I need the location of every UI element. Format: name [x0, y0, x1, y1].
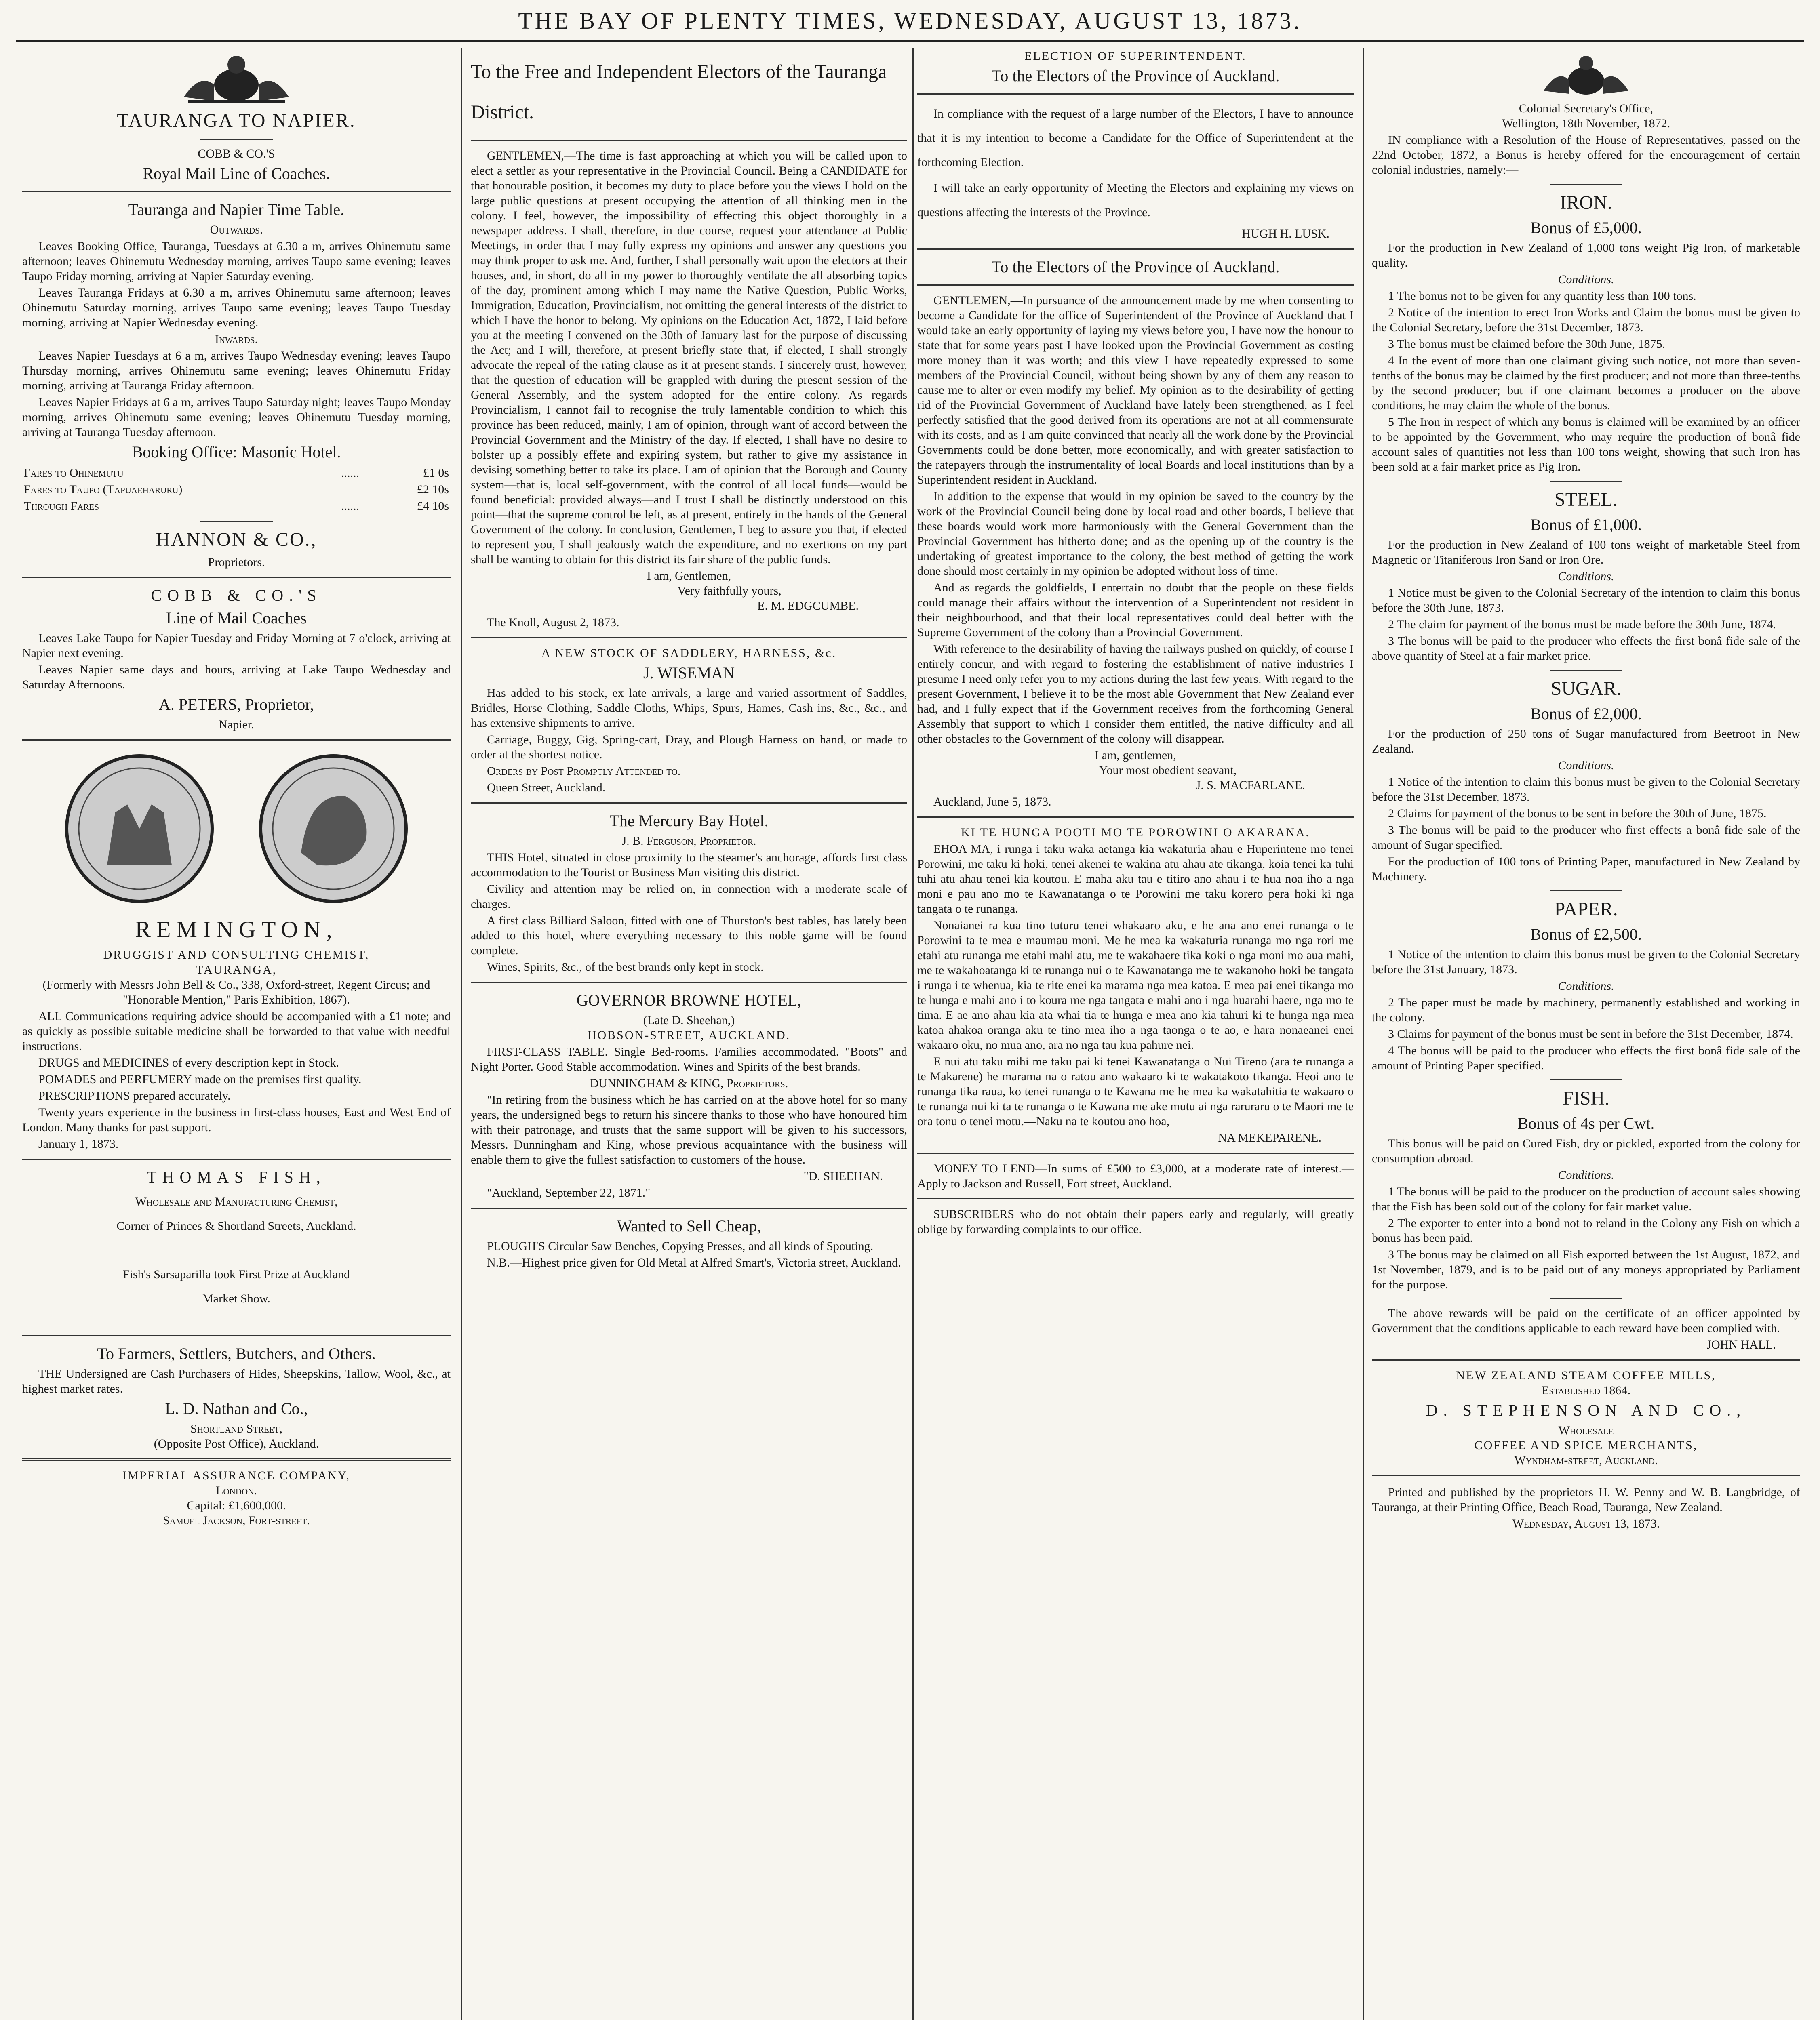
divider	[471, 982, 907, 983]
fare-row	[22, 498, 451, 514]
fare-label: Fares to Ohinemutu	[24, 466, 124, 480]
column-3	[917, 48, 1354, 2020]
fish-address: Corner of Princes & Shortland Streets, Auckland.	[116, 1219, 356, 1233]
wanted-title: Wanted to Sell Cheap,	[617, 1217, 761, 1235]
sugar-condition: 2 Claims for payment of the bonus to be sent in before the 30th of June, 1875.	[1388, 807, 1767, 820]
mercury-title: The Mercury Bay Hotel.	[609, 812, 769, 830]
lusk-text: In compliance with the request of a large number of the Electors, I have to announce that it is my intention to become a Candidate for the Office of Superintendent at the forthcoming Election.	[917, 107, 1354, 169]
remington-formerly: (Formerly with Messrs John Bell & Co., 338, Oxford-street, Regent Circus; and "Honorable Mention," Paris Exhibition, 1867).	[42, 978, 430, 1006]
imperial-agent: Samuel Jackson, Fort-street.	[163, 1514, 310, 1527]
fish-trade: Wholesale and Manufacturing Chemist,	[135, 1195, 338, 1208]
iron-conditions-heading: Conditions.	[1558, 273, 1614, 286]
royal-crest-icon	[176, 53, 297, 105]
fare-amount: £2 10s	[417, 483, 449, 496]
money-text: MONEY TO LEND—In sums of £500 to £3,000, at a moderate rate of interest.—Apply to Jackson and Russell, Fort street, Auckland.	[917, 1162, 1354, 1190]
imperial-title: IMPERIAL ASSURANCE COMPANY,	[122, 1469, 351, 1482]
fare-dots: ......	[341, 466, 360, 480]
macfarlane-text: In addition to the expense that would in my opinion be saved to the country by the work of the Provincial Council being done by local road and other boards, I believe that these boards would work more harmoniously with the General Government than the Provincial Government has hitherto done; and as the opening up of the country is the undertaking of greatest importance to the colony, the best method of getting the work done should most certainly in my opinion be adopted without loss of time.	[917, 490, 1354, 578]
outwards-text: Leaves Tauranga Fridays at 6.30 a m, arrives Ohinemutu same afternoon; leaves Ohinemutu Saturday morning, arrives Taupo same evening; leaves Taupo Tuesday morning, arriving at Napier Wednesday evening.	[22, 286, 451, 329]
paper-bonus: Bonus of £2,500.	[1530, 925, 1642, 943]
column-rule-1	[461, 48, 462, 2020]
remington-place: TAURANGA,	[196, 963, 277, 976]
farmers-title: To Farmers, Settlers, Butchers, and Others.	[97, 1345, 376, 1363]
lusk-title: To the Electors of the Province of Auckland.	[991, 67, 1280, 85]
inwards-text: Leaves Napier Fridays at 6 a m, arrives Taupo Saturday night; leaves Taupo Monday morning, arrives Ohinemutu same evening; leaves Ohinemutu Tuesday morning, arriving at Tauranga Tuesday afternoon.	[22, 396, 451, 439]
fish-condition: 3 The bonus may be claimed on all Fish exported between the 1st August, 1872, and 1st November, 1879, and is to be paid out of any moneys appropriated by Parliament for the purpose.	[1372, 1248, 1800, 1291]
fare-label: Through Fares	[24, 499, 99, 513]
divider	[1550, 1298, 1622, 1299]
fare-row	[22, 481, 451, 498]
wiseman-name: J. WISEMAN	[643, 664, 735, 682]
iron-condition: 4 In the event of more than one claimant giving such notice, not more than seven-tenths of the bonus may be claimed by the first producer; and not more than three-tenths by the second producer; but if one claimant becomes a producer on the above conditions, he may claim the whole of the bonus.	[1372, 354, 1800, 412]
fare-dots	[339, 481, 381, 498]
cobb2-text: Leaves Lake Taupo for Napier Tuesday and Friday Morning at 7 o'clock, arriving at Napier next evening.	[22, 631, 451, 660]
divider	[917, 1153, 1354, 1154]
hall-signature: JOHN HALL.	[1706, 1338, 1776, 1351]
divider	[1550, 184, 1622, 185]
governor-signature: "D. SHEEHAN.	[803, 1170, 883, 1183]
paper-condition: 2 The paper must be made by machinery, permanently established and working in the colony.	[1372, 996, 1800, 1024]
macfarlane-title: To the Electors of the Province of Auckland.	[991, 258, 1280, 276]
imprint-date: Wednesday, August 13, 1873.	[1512, 1517, 1660, 1530]
column-1	[22, 48, 451, 2020]
divider	[1550, 670, 1622, 671]
coffee-merchants: COFFEE AND SPICE MERCHANTS,	[1474, 1439, 1698, 1452]
divider	[471, 802, 907, 804]
sugar-conditions-heading: Conditions.	[1558, 759, 1614, 772]
divider	[917, 248, 1354, 250]
fare-row	[22, 465, 451, 481]
farmers-text: THE Undersigned are Cash Purchasers of Hides, Sheepskins, Tallow, Wool, &c., at highest market rates.	[22, 1367, 451, 1395]
steel-description: For the production in New Zealand of 100 tons weight of marketable Steel from Magnetic or Titaniferous Iron Sand or Iron Ore.	[1372, 538, 1800, 566]
governor-proprietors: DUNNINGHAM & KING, Proprietors.	[590, 1077, 788, 1090]
wanted-text: PLOUGH'S Circular Saw Benches, Copying Presses, and all kinds of Spouting.	[487, 1239, 874, 1253]
divider	[917, 284, 1354, 286]
coach-title: TAURANGA TO NAPIER.	[117, 110, 356, 131]
mercury-text: Wines, Spirits, &c., of the best brands only kept in stock.	[487, 960, 764, 974]
election-heading: ELECTION OF SUPERINTENDENT.	[1024, 49, 1247, 63]
fares-table	[22, 465, 451, 514]
masthead-rule	[16, 40, 1804, 42]
governor-title: GOVERNOR BROWNE HOTEL,	[576, 991, 802, 1009]
governor-street: HOBSON-STREET, AUCKLAND.	[587, 1029, 791, 1042]
wanted-text: N.B.—Highest price given for Old Metal at Alfred Smart's, Victoria street, Auckland.	[487, 1256, 901, 1269]
mercury-text: Civility and attention may be relied on, in connection with a moderate scale of charges.	[471, 882, 907, 911]
coffee-title: NEW ZEALAND STEAM COFFEE MILLS,	[1456, 1369, 1716, 1382]
column-rule-3	[1363, 48, 1364, 2020]
inwards-heading: Inwards.	[215, 332, 258, 346]
inwards-text: Leaves Napier Tuesdays at 6 a m, arrives Taupo Wednesday evening; leaves Taupo Thursday morning, arrives Ohinemutu same evening; leaves Ohinemutu Friday morning, arriving at Tauranga Friday afternoon.	[22, 349, 451, 392]
fish-bonus-title: FISH.	[1562, 1088, 1610, 1109]
fare-dots: ......	[341, 499, 360, 513]
peters-name: A. PETERS, Proprietor,	[159, 695, 314, 713]
governor-date: "Auckland, September 22, 1871."	[487, 1186, 651, 1199]
sugar-description: For the production of 250 tons of Sugar manufactured from Beetroot in New Zealand.	[1372, 727, 1800, 755]
fish-prize: Fish's Sarsaparilla took First Prize at Auckland	[122, 1268, 350, 1281]
fish-name: THOMAS FISH,	[147, 1168, 326, 1186]
remington-name: REMINGTON,	[135, 916, 338, 943]
iron-condition: 2 Notice of the intention to erect Iron Works and Claim the bonus must be given to the Colonial Secretary, before the 31st December, 1873.	[1372, 306, 1800, 334]
macfarlane-close: I am, gentlemen,	[1095, 749, 1176, 762]
divider	[471, 1208, 907, 1209]
paper-conditions-heading: Conditions.	[1558, 979, 1614, 993]
iron-description: For the production in New Zealand of 1,000 tons weight Pig Iron, of marketable quality.	[1372, 241, 1800, 269]
saddlery-text: Orders by Post Promptly Attended to.	[487, 764, 681, 778]
saddlery-text: Has added to his stock, ex late arrivals, a large and varied assortment of Saddles, Bridles, Horse Clothing, Saddle Cloths, Whips, Spurs, Hames, Cash ins, &c., &c., and has extensive shipments to arrive.	[471, 686, 907, 730]
divider	[22, 191, 451, 192]
mercury-text: A first class Billiard Saloon, fitted with one of Thurston's best tables, has lately been added to this hotel, where everything necessary to this noble game will be found complete.	[471, 914, 907, 957]
edgcumbe-text: GENTLEMEN,—The time is fast approaching at which you will be called upon to elect a settler as your representative in the Provincial Council. Being a CANDIDATE for that honourable position, it becomes my duty to place before you the views I hold on the large public questions at present occupying the attention of all thinking men in the colony. I feel, however, the impossibility of effecting this object thoroughly in a newspaper address. I shall, therefore, in due course, request your attendance at Public Meetings, in order that I may fully express my opinions and answer any questions you may think proper to ask me. And, further, I shall personally wait upon the electors at their houses, and, in short, do all in my power to thoroughly ventilate the all absorbing topics of the day, prominent among which I may name the Native Question, Public Works, Immigration, Education, Provincialism, not omitting the general interests of the district to which I have the honor to belong. My opinions on the Education Act, 1872, I laid before you at the meeting I convened on the 30th of January last for the purpose of discussing the Act; and I will, therefore, at present briefly state that, if elected, I shall strongly advocate the repeal of the rating clause as it at present stands. I sincerely trust, however, that the question of education will be grappled with during the present session of the General Assembly, and the system adopted for the entire colony. As regards Provincialism, I cannot fail to recognise the truly lamentable condition to which this province has been reduced, mainly, I am of opinion, through want of accord between the Provincial Government and the Ministry of the day. If elected, I shall have no desire to bolster up a possibly effete and expiring system, but rather to give my assistance in devising something better to take its place. I am of opinion that the Borough and County system—that is, local self-government, with the control of all local funds—would be found beneficial: provided always—and I trust I shall be distinctly understood on this point—that the supreme control be left, as at present, entirely in the hands of the General Government of the colony. In conclusion, Gentlemen, I beg to assure you that, if elected to represent you, I shall jealously watch the expenditure, and no exertions on my part shall be wanting to obtain for this district its fair share of the public funds.	[471, 149, 907, 566]
sugar-condition: For the production of 100 tons of Printing Paper, manufactured in New Zealand by Machinery.	[1372, 855, 1800, 883]
steel-condition: 1 Notice must be given to the Colonial Secretary of the intention to claim this bonus before the 30th June, 1873.	[1372, 586, 1800, 614]
steel-bonus: Bonus of £1,000.	[1530, 516, 1642, 534]
governor-text: FIRST-CLASS TABLE. Single Bed-rooms. Families accommodated. "Boots" and Night Porter. Good Stable accommodation. Wines and Spirits of the best brands.	[471, 1045, 907, 1073]
subscribers-text: SUBSCRIBERS who do not obtain their papers early and regularly, will greatly oblige by forwarding complaints to our office.	[917, 1208, 1354, 1236]
coach-line: Royal Mail Line of Coaches.	[143, 164, 330, 183]
divider	[917, 93, 1354, 95]
divider	[1550, 1079, 1622, 1080]
lusk-text: I will take an early opportunity of Meeting the Electors and explaining my views on questions affecting the interests of the Province.	[917, 181, 1354, 219]
steel-condition: 2 The claim for payment of the bonus must be made before the 30th June, 1874.	[1388, 618, 1776, 631]
masthead: THE BAY OF PLENTY TIMES, WEDNESDAY, AUGUST 13, 1873.	[518, 8, 1302, 34]
maori-title: KI TE HUNGA POOTI MO TE POROWINI O AKARANA.	[961, 826, 1310, 839]
macfarlane-text: And as regards the goldfields, I entertain no doubt that the people on these fields could manage their affairs without the intervention of a Superintendent not resident in their neighbourhood, and that their local representatives could deal better with the Supreme Government of the colony than a Provincial Government.	[917, 581, 1354, 639]
macfarlane-date: Auckland, June 5, 1873.	[933, 795, 1051, 808]
royal-crest-icon	[1538, 53, 1635, 97]
divider	[471, 637, 907, 638]
paper-condition: 4 The bonus will be paid to the producer who effects the first bonâ fide sale of the amount of Printing Paper specified.	[1372, 1044, 1800, 1072]
mercury-text: THIS Hotel, situated in close proximity to the steamer's anchorage, affords first class accommodation to the Tourist or Business Man visiting this district.	[471, 851, 907, 879]
imprint-text: Printed and published by the proprietors H. W. Penny and W. B. Langbridge, of Tauranga, at their Printing Office, Beach Road, Tauranga, New Zealand.	[1372, 1486, 1800, 1514]
mercury-proprietor: J. B. Ferguson, Proprietor.	[621, 834, 756, 848]
edgcumbe-title: To the Free and Independent Electors of the Tauranga District.	[471, 61, 887, 123]
macfarlane-signature: J. S. MACFARLANE.	[1196, 779, 1305, 792]
divider	[1372, 1475, 1800, 1477]
governor-late: (Late D. Sheehan,)	[643, 1014, 735, 1027]
edgcumbe-signature: E. M. EDGCUMBE.	[757, 599, 859, 612]
remington-trade: DRUGGIST AND CONSULTING CHEMIST,	[103, 948, 370, 962]
outwards-text: Leaves Booking Office, Tauranga, Tuesdays at 6.30 a m, arrives Ohinemutu same afternoon; leaves Ohinemutu Wednesday morning, arrives Taupo same evening; leaves Taupo Friday morning, arriving at Napier Saturday evening.	[22, 240, 451, 283]
fish-condition: 1 The bonus will be paid to the producer on the production of account sales showing that the Fish has been sold out of the colony for fair market value.	[1372, 1185, 1800, 1213]
fare-label: Fares to Taupo (Tapuaeharuru)	[24, 483, 183, 496]
coffee-established: Established 1864.	[1542, 1384, 1630, 1397]
divider	[22, 739, 451, 741]
remington-text: PRESCRIPTIONS prepared accurately.	[38, 1089, 231, 1103]
divider	[22, 1335, 451, 1336]
steel-condition: 3 The bonus will be paid to the producer who effects the first bonâ fide sale of the above quantity of Steel at a fair market price.	[1372, 634, 1800, 663]
imperial-sub: London.	[216, 1484, 257, 1497]
fish-bonus: Bonus of 4s per Cwt.	[1517, 1114, 1655, 1132]
sugar-condition: 1 Notice of the intention to claim this bonus must be given to the Colonial Secretary before the 31st December, 1873.	[1372, 775, 1800, 804]
remington-text: DRUGS and MEDICINES of every description kept in Stock.	[38, 1056, 339, 1069]
macfarlane-text: With reference to the desirability of having the railways pushed on quickly, of course I entirely concur, and with regard to fostering the establishment of native industries I presume I need only refer you to my actions during the last few years. With regard to the present Government, I believe it to be the most able Government that New Zealand ever had, and I fully expect that if the Government receives from the forthcoming General Assembly that support to which I consider them entitled, the native difficulty and all other obstacles to the Government of the colony will disappear.	[917, 642, 1354, 745]
column-rule-2	[912, 48, 914, 2020]
iron-condition: 3 The bonus must be claimed before the 30th June, 1875.	[1388, 337, 1665, 351]
paper-condition: 1 Notice of the intention to claim this bonus must be given to the Colonial Secretary before the 31st January, 1873.	[1372, 948, 1800, 976]
remington-text: POMADES and PERFUMERY made on the premises first quality.	[38, 1073, 362, 1086]
bonus-intro: IN compliance with a Resolution of the House of Representatives, passed on the 22nd October, 1872, a Bonus is hereby offered for the encouragement of certain colonial industries, namely:—	[1372, 133, 1800, 177]
divider	[22, 1159, 451, 1160]
steel-conditions-heading: Conditions.	[1558, 570, 1614, 583]
maori-text: EHOA MA, i runga i taku waka aetanga kia wakaturia ahau e Huperintene mo tenei Porowini, me taku ki hoki, tenei akenei te wakina atu ahau ate tikanga, koia tenei ka tuhi tuhi atu ahau tenei kia koutou. E maha aku tau e titiro ano ahau i te hua noa iho a nga moni e pau ano mo te Kawanatanga o te Porowini me taku korero pera hoki ki nga tangata o te runanga.	[917, 842, 1354, 915]
divider	[1550, 890, 1622, 891]
lusk-signature: HUGH H. LUSK.	[1242, 227, 1329, 240]
saddlery-title: A NEW STOCK OF SADDLERY, HARNESS, &c.	[541, 646, 837, 660]
divider	[1372, 1359, 1800, 1361]
divider	[471, 140, 907, 141]
fish-condition: 2 The exporter to enter into a bond not to reland in the Colony any Fish on which a bonus has been paid.	[1372, 1216, 1800, 1245]
column-2	[471, 48, 907, 2020]
paper-title: PAPER.	[1554, 898, 1618, 920]
macfarlane-text: GENTLEMEN,—In pursuance of the announcement made by me when consenting to become a Candidate for the office of Superintendent of the Province of Auckland that I would take an early opportunity of laying my views before you, I have now the honour to state that for some years past I have looked upon the Provincial Government as costing more money than it was worth; and this view I have repeatedly expressed to some members of the Provincial Council, without being shown by any of them any reason to cause me to alter or even modify my belief. My opinion as to the desirability of getting rid of the Provincial Government of Auckland have lately been strengthened, as I feel perfectly satisfied that the good derived from its operations are not at all commensurate with its costs, and as I am quite convinced that nearly all the work done by the Provincial Governments could be done better, more economically, and with greater satisfaction to the ratepayers through the instrumentality of local Boards and local institutions than by a Superintendent resident in Auckland.	[917, 294, 1354, 486]
nathan-address: (Opposite Post Office), Auckland.	[154, 1437, 319, 1450]
cobb2-line: Line of Mail Coaches	[166, 609, 307, 627]
coffee-address: Wyndham-street, Auckland.	[1514, 1454, 1658, 1467]
maori-signature: NA MEKEPARENE.	[1218, 1131, 1321, 1145]
iron-title: IRON.	[1560, 192, 1612, 213]
saddlery-text: Queen Street, Auckland.	[487, 781, 606, 794]
sugar-condition: 3 The bonus will be paid to the producer who first effects a bonâ fide sale of the amount of Sugar specified.	[1372, 823, 1800, 852]
cobb2-title: COBB & CO.'S	[151, 586, 322, 604]
fish-description: This bonus will be paid on Cured Fish, dry or pickled, exported from the colony for consumption abroad.	[1372, 1137, 1800, 1165]
saddlery-text: Carriage, Buggy, Gig, Spring-cart, Dray, and Plough Harness on hand, or made to order at the shortest notice.	[471, 733, 907, 761]
peters-sub: Napier.	[219, 718, 254, 731]
fish-conditions-heading: Conditions.	[1558, 1168, 1614, 1182]
hannon-name: HANNON & CO.,	[156, 529, 317, 550]
divider	[200, 139, 273, 140]
office-name: Colonial Secretary's Office,	[1519, 102, 1654, 115]
column-4	[1372, 48, 1800, 2020]
nathan-street: Shortland Street,	[190, 1422, 282, 1435]
divider	[917, 1198, 1354, 1199]
sugar-title: SUGAR.	[1550, 678, 1622, 699]
outwards-heading: Outwards.	[210, 223, 263, 236]
exhibition-medals-icon	[34, 748, 438, 909]
iron-condition: 5 The Iron in respect of which any bonus is claimed will be examined by an officer to be appointed by the Government, who may require the production of bonâ fide account sales of quantities not less than 100 tons weight, showing that such Iron has been sold at a fair market price as Pig Iron.	[1372, 415, 1800, 473]
remington-date: January 1, 1873.	[38, 1137, 119, 1151]
maori-text: E nui atu taku mihi me taku pai ki tenei Kawanatanga o Nui Tireno (ara te runanga a te Makarene) he marama na o ratou ano wakaaro ki te wakatakoto tikanga. Heoi ano te runanga tika raua, ko tenei runanga o te Kawana me he mea ka wakatahitia te wakaaro o te runanga nui ki ta te runanga o te Kawana me ake mutu ai nga raruraru o te Maori me te ora tonu o tenei motu.—Naku na te koutou ano hoa,	[917, 1055, 1354, 1128]
rewards-text: The above rewards will be paid on the certificate of an officer appointed by Government that the conditions applicable to each reward have been complied with.	[1372, 1307, 1800, 1335]
nathan-name: L. D. Nathan and Co.,	[165, 1399, 308, 1418]
edgcumbe-place: The Knoll, August 2, 1873.	[487, 616, 619, 629]
divider	[917, 816, 1354, 818]
maori-text: Nonaianei ra kua tino tuturu tenei whakaaro aku, e he ana ano enei runanga o te Porowini ta te mea e maumau moni. Me he mea ka wakaturia runanga mo nga rori me etahi atu runanga me etahi mahi atu, me te wakahaere tika koki o nga moni mo aua mahi, me te wakahoatanga ki te runanga nui o te Kawanatanga me te wakanoho hoki be tangata i runga i te whenua, kia te rite enei ka marama nga mea katoa. E mea pai enei tikanga mo te hunga e mahi ano i to koura me nga tangata e mahi ano i nga huarahi haere, nga mo te tima. E ae ano ahau kia ata whai tia te hunga e mea ano kia tahuri ki te hunga nga mea katoa ahakoa oranga aku te tino mea iho a nga taonga o te ao, e hara nonaeanei enei wakaaro oku, no mua ano, ara no nga tau kua pahure nei.	[917, 919, 1354, 1052]
remington-text: ALL Communications requiring advice should be accompanied with a £1 note; and as quickly as possible suitable medicine shall be forwarded to that value with needful instructions.	[22, 1010, 451, 1053]
edgcumbe-close: I am, Gentlemen,	[647, 569, 731, 583]
fare-amount: £1 0s	[423, 466, 449, 480]
cobb2-text: Leaves Napier same days and hours, arriving at Lake Taupo Wednesday and Saturday Afternoons.	[22, 663, 451, 691]
booking-office: Booking Office: Masonic Hotel.	[132, 443, 341, 461]
wholesale-label: Wholesale	[1558, 1424, 1614, 1437]
office-date: Wellington, 18th November, 1872.	[1502, 117, 1670, 130]
timetable-title: Tauranga and Napier Time Table.	[128, 200, 345, 219]
divider	[1550, 481, 1622, 482]
edgcumbe-close: Very faithfully yours,	[677, 584, 782, 598]
imperial-capital: Capital: £1,600,000.	[187, 1499, 286, 1512]
divider	[22, 1458, 451, 1461]
macfarlane-close: Your most obedient seavant,	[1099, 764, 1237, 777]
divider	[22, 577, 451, 578]
remington-text: Twenty years experience in the business in first-class houses, East and West End of London. Many thanks for past support.	[22, 1106, 451, 1134]
fare-amount: £4 10s	[417, 499, 449, 513]
paper-condition: 3 Claims for payment of the bonus must be sent in before the 31st December, 1874.	[1388, 1027, 1793, 1041]
iron-bonus: Bonus of £5,000.	[1530, 219, 1642, 237]
stephenson-name: D. STEPHENSON AND CO.,	[1426, 1401, 1746, 1419]
hannon-sub: Proprietors.	[208, 556, 265, 569]
steel-title: STEEL.	[1555, 489, 1618, 510]
sugar-bonus: Bonus of £2,000.	[1530, 705, 1642, 723]
divider	[200, 521, 273, 522]
coach-firm: COBB & CO.'S	[198, 147, 275, 160]
iron-condition: 1 The bonus not to be given for any quantity less than 100 tons.	[1388, 289, 1696, 303]
fish-prize: Market Show.	[202, 1292, 271, 1305]
governor-text: "In retiring from the business which he has carried on at the above hotel for so many years, the undersigned begs to return his sincere thanks to those who have honoured him with their patronage, and trusts that the same support will be given to his successors, Messrs. Dunningham and King, whose previous acquaintance with the business will enable them to give the fullest satisfaction to customers of the house.	[471, 1093, 907, 1166]
